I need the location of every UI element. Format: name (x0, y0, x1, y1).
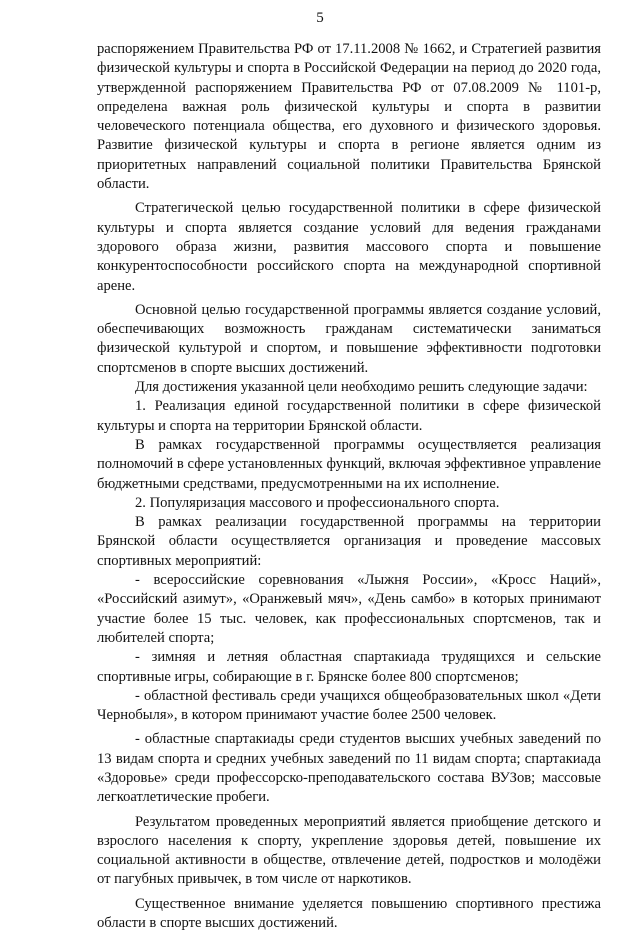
document-body (97, 40, 601, 933)
paragraph-results: Результатом проведенных мероприятий является приобщение детского и взрослого населения к спорту, укрепление здоровья детей, повышение их социальной активности в обществе, отвлечение детей, подростков и молодёжи от пагубных привычек, в том числе от наркотиков. (97, 813, 601, 888)
paragraph-task-1: 1. Реализация единой государственной политики в сфере физической культуры и спорта на территории Брянской области. (97, 398, 601, 434)
paragraph-main-goal: Основной целью государственной программы является создание условий, обеспечивающих возможность гражданам систематически заниматься физической культурой и спортом, и повышение эффективности подготовки спортсменов в спорте высших достижений. (97, 301, 601, 376)
paragraph-tasks-intro: Для достижения указанной цели необходимо решить следующие задачи: (135, 379, 588, 396)
paragraph-strategy-context: распоряжением Правительства РФ от 17.11.2008 № 1662, и Стратегией развития физической культуры и спорта в Российской Федерации на период до 2020 года, утвержденной распоряжением Правительства РФ от 07.08.2009 № 1101-р, определена важная роль физической культуры и спорта в развитии человеческого потенциала общества, его духовного и физического здоровья. Развитие физической культуры и спорта в регионе является одним из приоритетных направлений социальной политики Правительства Брянской области. (97, 41, 601, 193)
paragraph-strategic-goal: Стратегической целью государственной политики в сфере физической культуры и спорта является создание условий для ведения гражданами здорового образа жизни, развития массового спорта и повышение конкурентоспособности российского спорта на международной спортивной арене. (97, 200, 601, 294)
list-item-all-russian-competitions: - всероссийские соревнования «Лыжня России», «Кросс Наций», «Российский азимут», «Оранжевый мяч», «День самбо» в которых принимают участие более 15 тыс. человек, как профессиональных спортсменов, так и любителей спорта; (97, 572, 601, 646)
page-number: 5 (316, 10, 324, 26)
paragraph-task-2-detail: В рамках реализации государственной программы на территории Брянской области осуществляется организация и проведение массовых спортивных мероприятий: (97, 514, 601, 569)
paragraph-prestige: Существенное внимание уделяется повышению спортивного престижа области в спорте высших достижений. (97, 895, 601, 932)
list-item-spartakiad-workers: - зимняя и летняя областная спартакиада трудящихся и сельские спортивные игры, собирающие в г. Брянске более 800 спортсменов; (97, 649, 601, 685)
paragraph-task-1-detail: В рамках государственной программы осуществляется реализация полномочий в сфере установленных функций, включая эффективное управление бюджетными средствами, предусмотренными на их исполнение. (97, 436, 601, 492)
list-item-student-spartakiads: - областные спартакиады среди студентов высших учебных заведений по 13 видам спорта и средних учебных заведений по 11 видам спорта; спартакиада «Здоровье» среди профессорско-преподавательского состава ВУЗов; массовые легкоатлетические пробеги. (97, 731, 601, 806)
paragraph-task-2: 2. Популяризация массового и профессионального спорта. (135, 494, 500, 511)
list-item-chernobyl-festival: - областной фестиваль среди учащихся общеобразовательных школ «Дети Чернобыля», в котором принимают участие более 2500 человек. (97, 687, 601, 724)
